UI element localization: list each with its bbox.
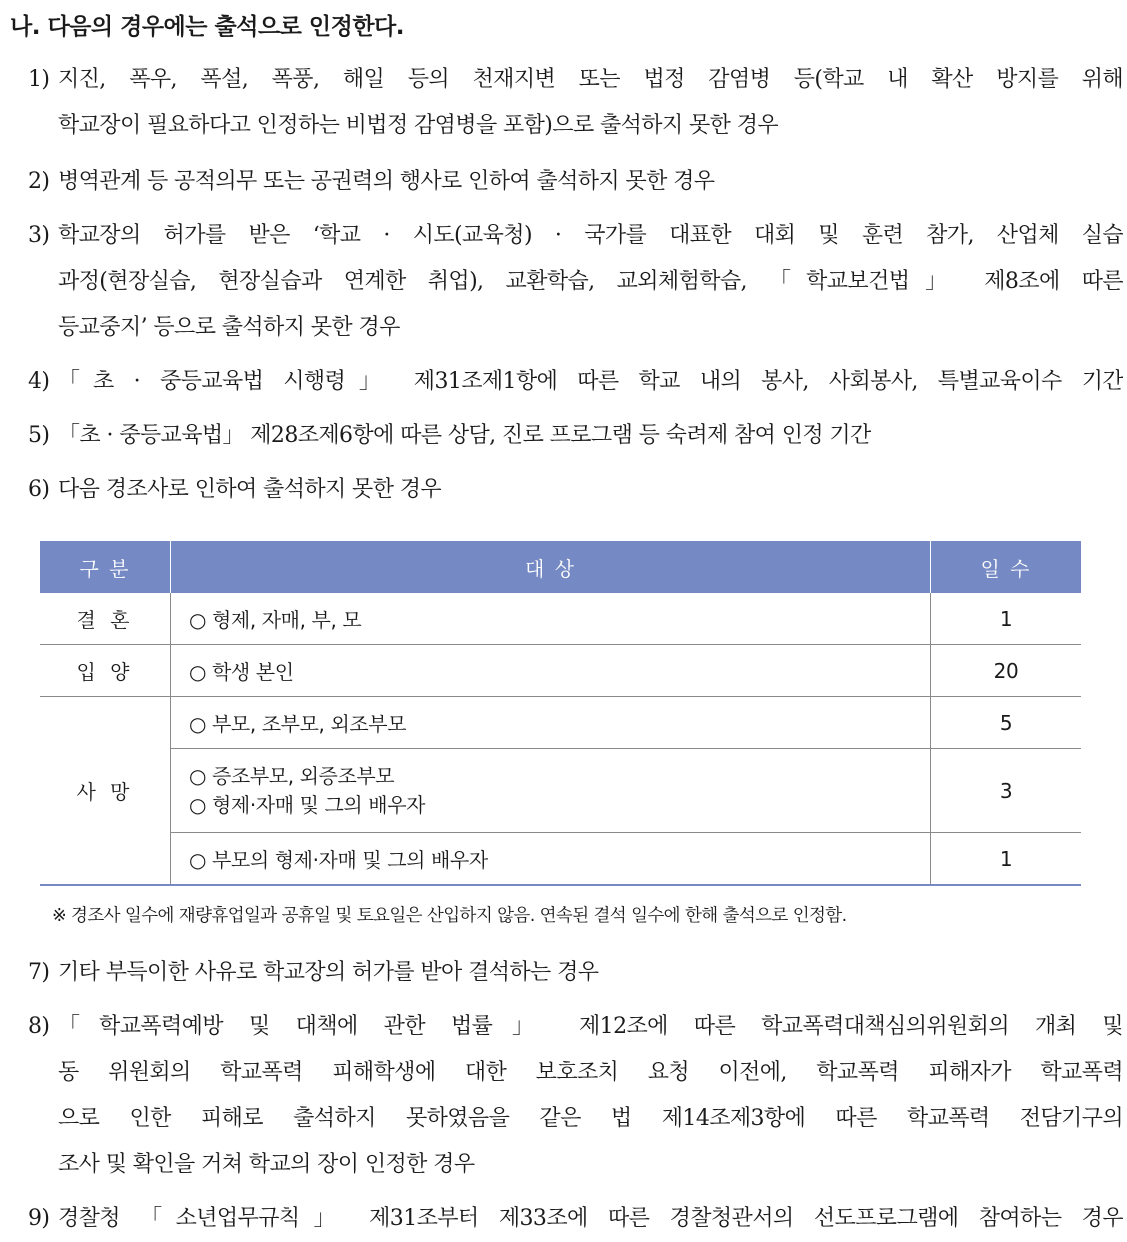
category-cell: 결 혼: [40, 593, 171, 645]
days-cell: 1: [931, 593, 1082, 645]
item-number: 5): [28, 423, 50, 448]
item-number: 2): [28, 169, 50, 194]
list-item-7: [28, 950, 1123, 996]
table-row: [40, 645, 1081, 697]
item-number: 7): [28, 960, 50, 985]
target-cell: ○ 학생 본인: [171, 645, 931, 697]
item-number: 6): [28, 477, 50, 502]
item-line: 학교장이 필요하다고 인정하는 비법정 감염병을 포함)으로 출석하지 못한 경우: [58, 113, 778, 138]
list-item-2: [28, 159, 1123, 205]
table-row: [40, 697, 1081, 749]
item-line: 조사 및 확인을 거쳐 학교의 장이 인정한 경우: [58, 1152, 475, 1177]
list-item-1: [28, 57, 1123, 149]
column-header-category: 구 분: [40, 541, 171, 593]
item-number: 3): [28, 223, 50, 248]
item-line: 지진, 폭우, 폭설, 폭풍, 해일 등의 천재지변 또는 법정 감염병 등(학교 내 확산 방지를 위해: [58, 67, 1123, 92]
target-cell: ○ 부모, 조부모, 외조부모: [171, 697, 931, 749]
table-row: [40, 749, 1081, 833]
target-cell: ○ 부모의 형제·자매 및 그의 배우자: [171, 833, 931, 886]
target-cell: ○ 형제, 자매, 부, 모: [171, 593, 931, 645]
item-line: 「학교폭력예방 및 대책에 관한 법률」 제12조에 따른 학교폭력대책심의위원회의 개최 및: [58, 1014, 1123, 1039]
item-line: 다음 경조사로 인하여 출석하지 못한 경우: [58, 477, 442, 502]
item-line: 「초 · 중등교육법 시행령」 제31조제1항에 따른 학교 내의 봉사, 사회봉사, 특별교육이수 기간: [58, 369, 1123, 394]
section-heading: 나. 다음의 경우에는 출석으로 인정한다.: [10, 14, 404, 40]
item-line: 등교중지’ 등으로 출석하지 못한 경우: [58, 315, 400, 340]
table-row: [40, 833, 1081, 886]
list-item-3: [28, 213, 1123, 351]
item-number: 1): [28, 67, 50, 92]
item-line: 동 위원회의 학교폭력 피해학생에 대한 보호조치 요청 이전에, 학교폭력 피해자가 학교폭력: [58, 1060, 1123, 1085]
item-line: 으로 인한 피해로 출석하지 못하였음을 같은 법 제14조제3항에 따른 학교폭력 전담기구의: [58, 1106, 1123, 1131]
list-item-9: [28, 1196, 1123, 1242]
item-line: 기타 부득이한 사유로 학교장의 허가를 받아 결석하는 경우: [58, 960, 599, 985]
item-line: 경찰청 「소년업무규칙」 제31조부터 제33조에 따른 경찰청관서의 선도프로그램에 참여하는 경우: [58, 1206, 1123, 1231]
item-number: 4): [28, 369, 50, 394]
list-item-8: [28, 1004, 1123, 1188]
item-line: 「초 · 중등교육법」 제28조제6항에 따른 상담, 진로 프로그램 등 숙려제 참여 인정 기간: [58, 423, 871, 448]
family-event-table: [40, 541, 1081, 886]
column-header-days: 일 수: [931, 541, 1082, 593]
item-line: 과정(현장실습, 현장실습과 연계한 취업), 교환학습, 교외체험학습, 「학교보건법」 제8조에 따른: [58, 269, 1123, 294]
days-cell: 5: [931, 697, 1082, 749]
list-item-4: [28, 359, 1123, 405]
days-cell: 3: [931, 749, 1082, 833]
target-line: ○ 형제·자매 및 그의 배우자: [189, 792, 426, 817]
item-number: 9): [28, 1206, 50, 1231]
target-line: ○ 증조부모, 외증조부모: [189, 763, 395, 788]
item-line: 병역관계 등 공적의무 또는 공권력의 행사로 인하여 출석하지 못한 경우: [58, 169, 715, 194]
list-item-6: [28, 467, 1123, 513]
table-row: [40, 593, 1081, 645]
table-header-row: [40, 541, 1081, 593]
item-line: 학교장의 허가를 받은 ‘학교 · 시도(교육청) · 국가를 대표한 대회 및 훈련 참가, 산업체 실습: [58, 223, 1123, 248]
category-cell: 입 양: [40, 645, 171, 697]
days-cell: 1: [931, 833, 1082, 886]
column-header-target: 대 상: [171, 541, 931, 593]
table-footnote: ※ 경조사 일수에 재량휴업일과 공휴일 및 토요일은 산입하지 않음. 연속된 결석 일수에 한해 출석으로 인정함.: [52, 906, 847, 926]
days-cell: 20: [931, 645, 1082, 697]
list-item-5: [28, 413, 1123, 459]
target-cell: [171, 749, 931, 833]
category-cell: 사 망: [40, 697, 171, 886]
item-number: 8): [28, 1014, 50, 1039]
